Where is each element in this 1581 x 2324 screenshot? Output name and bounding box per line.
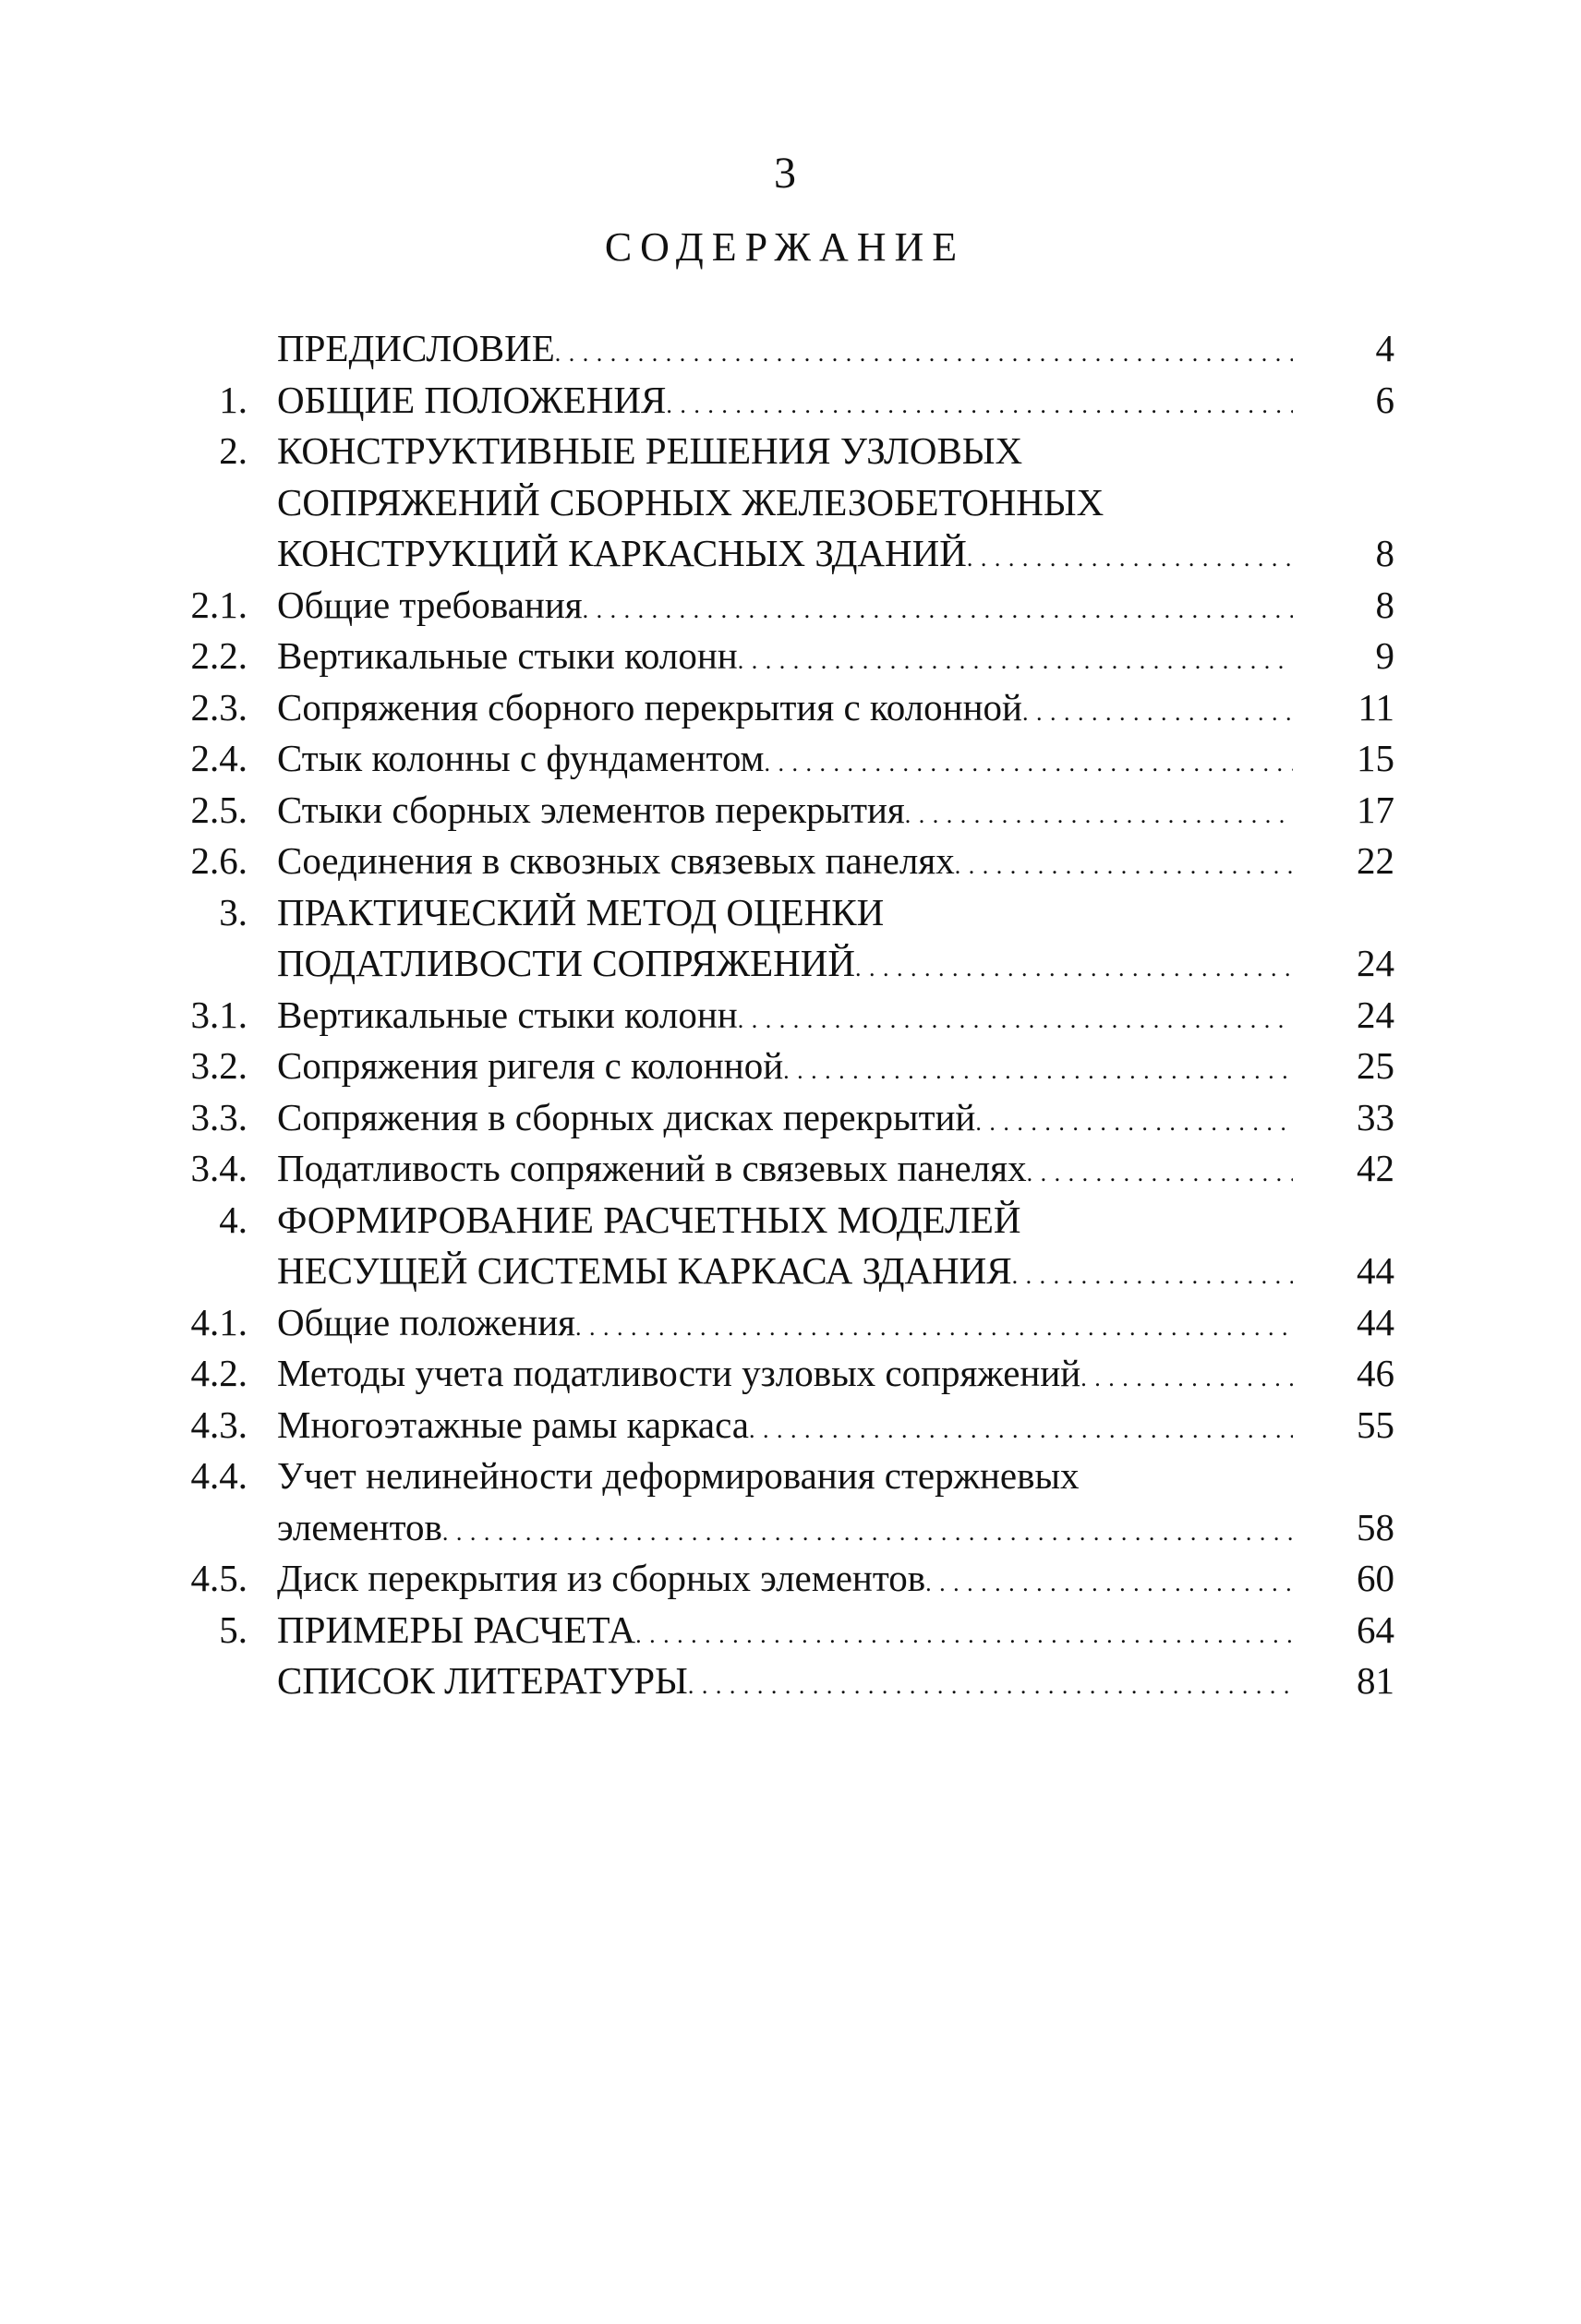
toc-page-number: 8 [1375,532,1394,574]
toc-line [0,938,1581,990]
toc-page-number: 60 [1357,1557,1394,1599]
toc-line [0,1400,1581,1451]
toc-entry-title: НЕСУЩЕЙ СИСТЕМЫ КАРКАСА ЗДАНИЯ [277,1249,1012,1292]
toc-entry-with-leader [277,1502,1293,1559]
toc-entry [0,733,1581,785]
toc-entry-with-leader [277,323,1293,379]
toc-entry [0,1143,1581,1195]
toc-entry-title: ПРЕДИСЛОВИЕ [277,327,555,369]
toc-page-number: 44 [1357,1300,1394,1343]
toc-line [0,1041,1581,1092]
toc-line [0,1246,1581,1297]
toc-entry-with-leader [277,990,1293,1046]
toc-entry-continued [277,887,1293,939]
dot-leader [765,733,1294,789]
toc-section-number: 2.6. [190,839,247,882]
toc-section-number: 2. [219,429,247,472]
dot-leader [555,323,1293,379]
toc-section-number: 2.4. [190,737,247,779]
toc-page-number: 55 [1357,1403,1394,1446]
toc-entry [0,887,1581,990]
toc-entry-title: ПОДАТЛИВОСТИ СОПРЯЖЕНИЙ [277,942,856,984]
toc-entry-with-leader [277,580,1293,636]
dot-leader [738,990,1293,1046]
table-of-contents [0,323,1581,1707]
toc-line [0,887,1581,939]
dot-leader [925,1553,1293,1609]
toc-entry-continued [277,1195,1293,1246]
toc-line [0,477,1581,529]
toc-entry-title: КОНСТРУКТИВНЫЕ РЕШЕНИЯ УЗЛОВЫХ [277,429,1023,472]
toc-section-number: 3. [219,890,247,933]
toc-entry-title: Общие положения [277,1300,575,1343]
toc-page-number: 22 [1357,839,1394,882]
toc-line [0,631,1581,682]
dot-leader [1080,1348,1293,1404]
toc-entry-with-leader [277,528,1293,584]
toc-entry-title: Учет нелинейности деформирования стержневых [277,1454,1080,1497]
toc-page-number: 6 [1375,378,1394,421]
toc-line [0,1553,1581,1605]
toc-entry-with-leader [277,375,1293,431]
toc-section-number: 3.4. [190,1147,247,1189]
toc-entry [0,1553,1581,1605]
toc-section-number: 5. [219,1608,247,1651]
toc-section-number: 3.3. [190,1095,247,1138]
toc-entry-with-leader [277,1348,1293,1404]
toc-section-number: 2.3. [190,685,247,729]
toc-section-number: 4. [219,1198,247,1241]
dot-leader [666,375,1293,431]
toc-line [0,1451,1581,1502]
toc-entry [0,990,1581,1042]
toc-line [0,836,1581,887]
toc-section-number: 4.4. [190,1454,247,1497]
toc-entry-with-leader [277,1041,1293,1097]
toc-line [0,580,1581,632]
toc-line [0,1605,1581,1656]
toc-entry [0,836,1581,887]
toc-entry-title: Общие требования [277,583,583,626]
toc-section-number: 4.5. [190,1557,247,1599]
toc-entry-title: СОПРЯЖЕНИЙ СБОРНЫХ ЖЕЛЕЗОБЕТОННЫХ [277,480,1104,524]
toc-entry [0,1656,1581,1707]
toc-entry-with-leader [277,938,1293,994]
dot-leader [855,938,1293,994]
toc-line [0,323,1581,375]
toc-line [0,426,1581,477]
toc-entry-title: Методы учета податливости узловых сопряжений [277,1352,1081,1394]
toc-entry-title: СПИСОК ЛИТЕРАТУРЫ [277,1659,688,1702]
toc-section-number: 1. [219,378,247,421]
toc-entry-title: Сопряжения ригеля с колонной [277,1044,784,1087]
toc-entry [0,1400,1581,1451]
toc-entry [0,1297,1581,1349]
dot-leader [1027,1143,1293,1199]
toc-entry-continued [277,1451,1293,1502]
toc-page-number: 81 [1357,1659,1394,1702]
toc-line [0,990,1581,1042]
toc-entry-title: ОБЩИЕ ПОЛОЖЕНИЯ [277,378,667,421]
toc-entry-with-leader [277,1553,1293,1609]
toc-entry-title: ФОРМИРОВАНИЕ РАСЧЕТНЫХ МОДЕЛЕЙ [277,1198,1021,1241]
dot-leader [1012,1246,1293,1302]
toc-page-number: 64 [1357,1608,1394,1651]
toc-line [0,682,1581,734]
toc-section-number: 4.2. [190,1352,247,1394]
toc-page-number: 33 [1357,1095,1394,1138]
toc-entry [0,375,1581,427]
toc-section-number: 3.1. [190,993,247,1036]
dot-leader [575,1297,1293,1354]
toc-entry-title: Податливость сопряжений в связевых панелях [277,1147,1027,1189]
dot-leader [749,1400,1293,1456]
toc-page-number: 24 [1357,942,1394,984]
toc-entry-with-leader [277,1246,1293,1302]
toc-entry-title: ПРАКТИЧЕСКИЙ МЕТОД ОЦЕНКИ [277,890,885,933]
dot-leader [783,1041,1293,1097]
toc-page-number: 25 [1357,1044,1394,1087]
toc-entry-with-leader [277,682,1293,739]
toc-entry [0,1605,1581,1656]
toc-entry [0,426,1581,580]
toc-line [0,1656,1581,1707]
toc-line [0,785,1581,837]
toc-entry [0,785,1581,837]
toc-entry [0,631,1581,682]
toc-entry [0,1041,1581,1092]
toc-entry-with-leader [277,631,1293,687]
toc-page-number: 58 [1357,1505,1394,1548]
toc-entry-title: элементов [277,1505,442,1548]
toc-page-number: 11 [1358,685,1394,729]
toc-page-number: 17 [1357,788,1394,831]
toc-line [0,1195,1581,1246]
toc-entry-continued [277,477,1293,529]
toc-line [0,1143,1581,1195]
toc-page-number: 44 [1357,1249,1394,1292]
dot-leader [967,528,1293,584]
dot-leader [905,785,1293,841]
toc-entry-title: Вертикальные стыки колонн [277,993,738,1036]
toc-entry-title: КОНСТРУКЦИЙ КАРКАСНЫХ ЗДАНИЙ [277,532,967,574]
toc-entry-with-leader [277,1092,1293,1149]
dot-leader [442,1502,1293,1559]
toc-entry-with-leader [277,1400,1293,1456]
toc-entry-with-leader [277,1605,1293,1661]
dot-leader [688,1656,1293,1712]
toc-line [0,1348,1581,1400]
toc-line [0,1297,1581,1349]
toc-entry-title: Стыки сборных элементов перекрытия [277,788,905,831]
toc-section-number: 2.5. [190,788,247,831]
dot-leader [955,836,1293,892]
toc-page-number: 8 [1375,583,1394,626]
toc-line [0,1092,1581,1144]
toc-entry [0,1092,1581,1144]
toc-entry [0,1348,1581,1400]
toc-page-number: 15 [1357,737,1394,779]
toc-page-number: 9 [1375,634,1394,677]
toc-entry-with-leader [277,785,1293,841]
toc-entry-with-leader [277,1143,1293,1199]
dot-leader [583,580,1293,636]
toc-line [0,733,1581,785]
toc-entry [0,1451,1581,1553]
toc-page-number: 4 [1375,327,1394,369]
toc-entry [0,682,1581,734]
toc-entry-title: Многоэтажные рамы каркаса [277,1403,749,1446]
toc-entry-title: Соединения в сквозных связевых панелях [277,839,955,882]
toc-entry-with-leader [277,1297,1293,1354]
toc-entry-title: Стык колонны с фундаментом [277,737,765,779]
toc-entry-with-leader [277,1656,1293,1712]
page-number: 3 [774,149,796,198]
toc-section-number: 2.1. [190,583,247,626]
toc-section-number: 4.3. [190,1403,247,1446]
toc-entry-title: Сопряжения в сборных дисках перекрытий [277,1095,976,1138]
toc-title: СОДЕРЖАНИЕ [604,224,966,270]
toc-entry [0,580,1581,632]
toc-entry [0,1195,1581,1297]
dot-leader [738,631,1293,687]
toc-page-number: 42 [1357,1147,1394,1189]
toc-entry-title: Диск перекрытия из сборных элементов [277,1557,926,1599]
toc-entry-title: Сопряжения сборного перекрытия с колонной [277,685,1022,729]
toc-line [0,528,1581,580]
toc-section-number: 4.1. [190,1300,247,1343]
dot-leader [975,1092,1293,1149]
dot-leader [1022,682,1293,739]
toc-entry-title: ПРИМЕРЫ РАСЧЕТА [277,1608,636,1651]
toc-entry-with-leader [277,733,1293,789]
toc-section-number: 3.2. [190,1044,247,1087]
toc-line [0,375,1581,427]
dot-leader [635,1605,1293,1661]
toc-page-number: 46 [1357,1352,1394,1394]
toc-page-number: 24 [1357,993,1394,1036]
toc-section-number: 2.2. [190,634,247,677]
toc-entry-continued [277,426,1293,477]
toc-entry-title: Вертикальные стыки колонн [277,634,738,677]
toc-line [0,1502,1581,1554]
toc-entry-with-leader [277,836,1293,892]
toc-entry [0,323,1581,375]
